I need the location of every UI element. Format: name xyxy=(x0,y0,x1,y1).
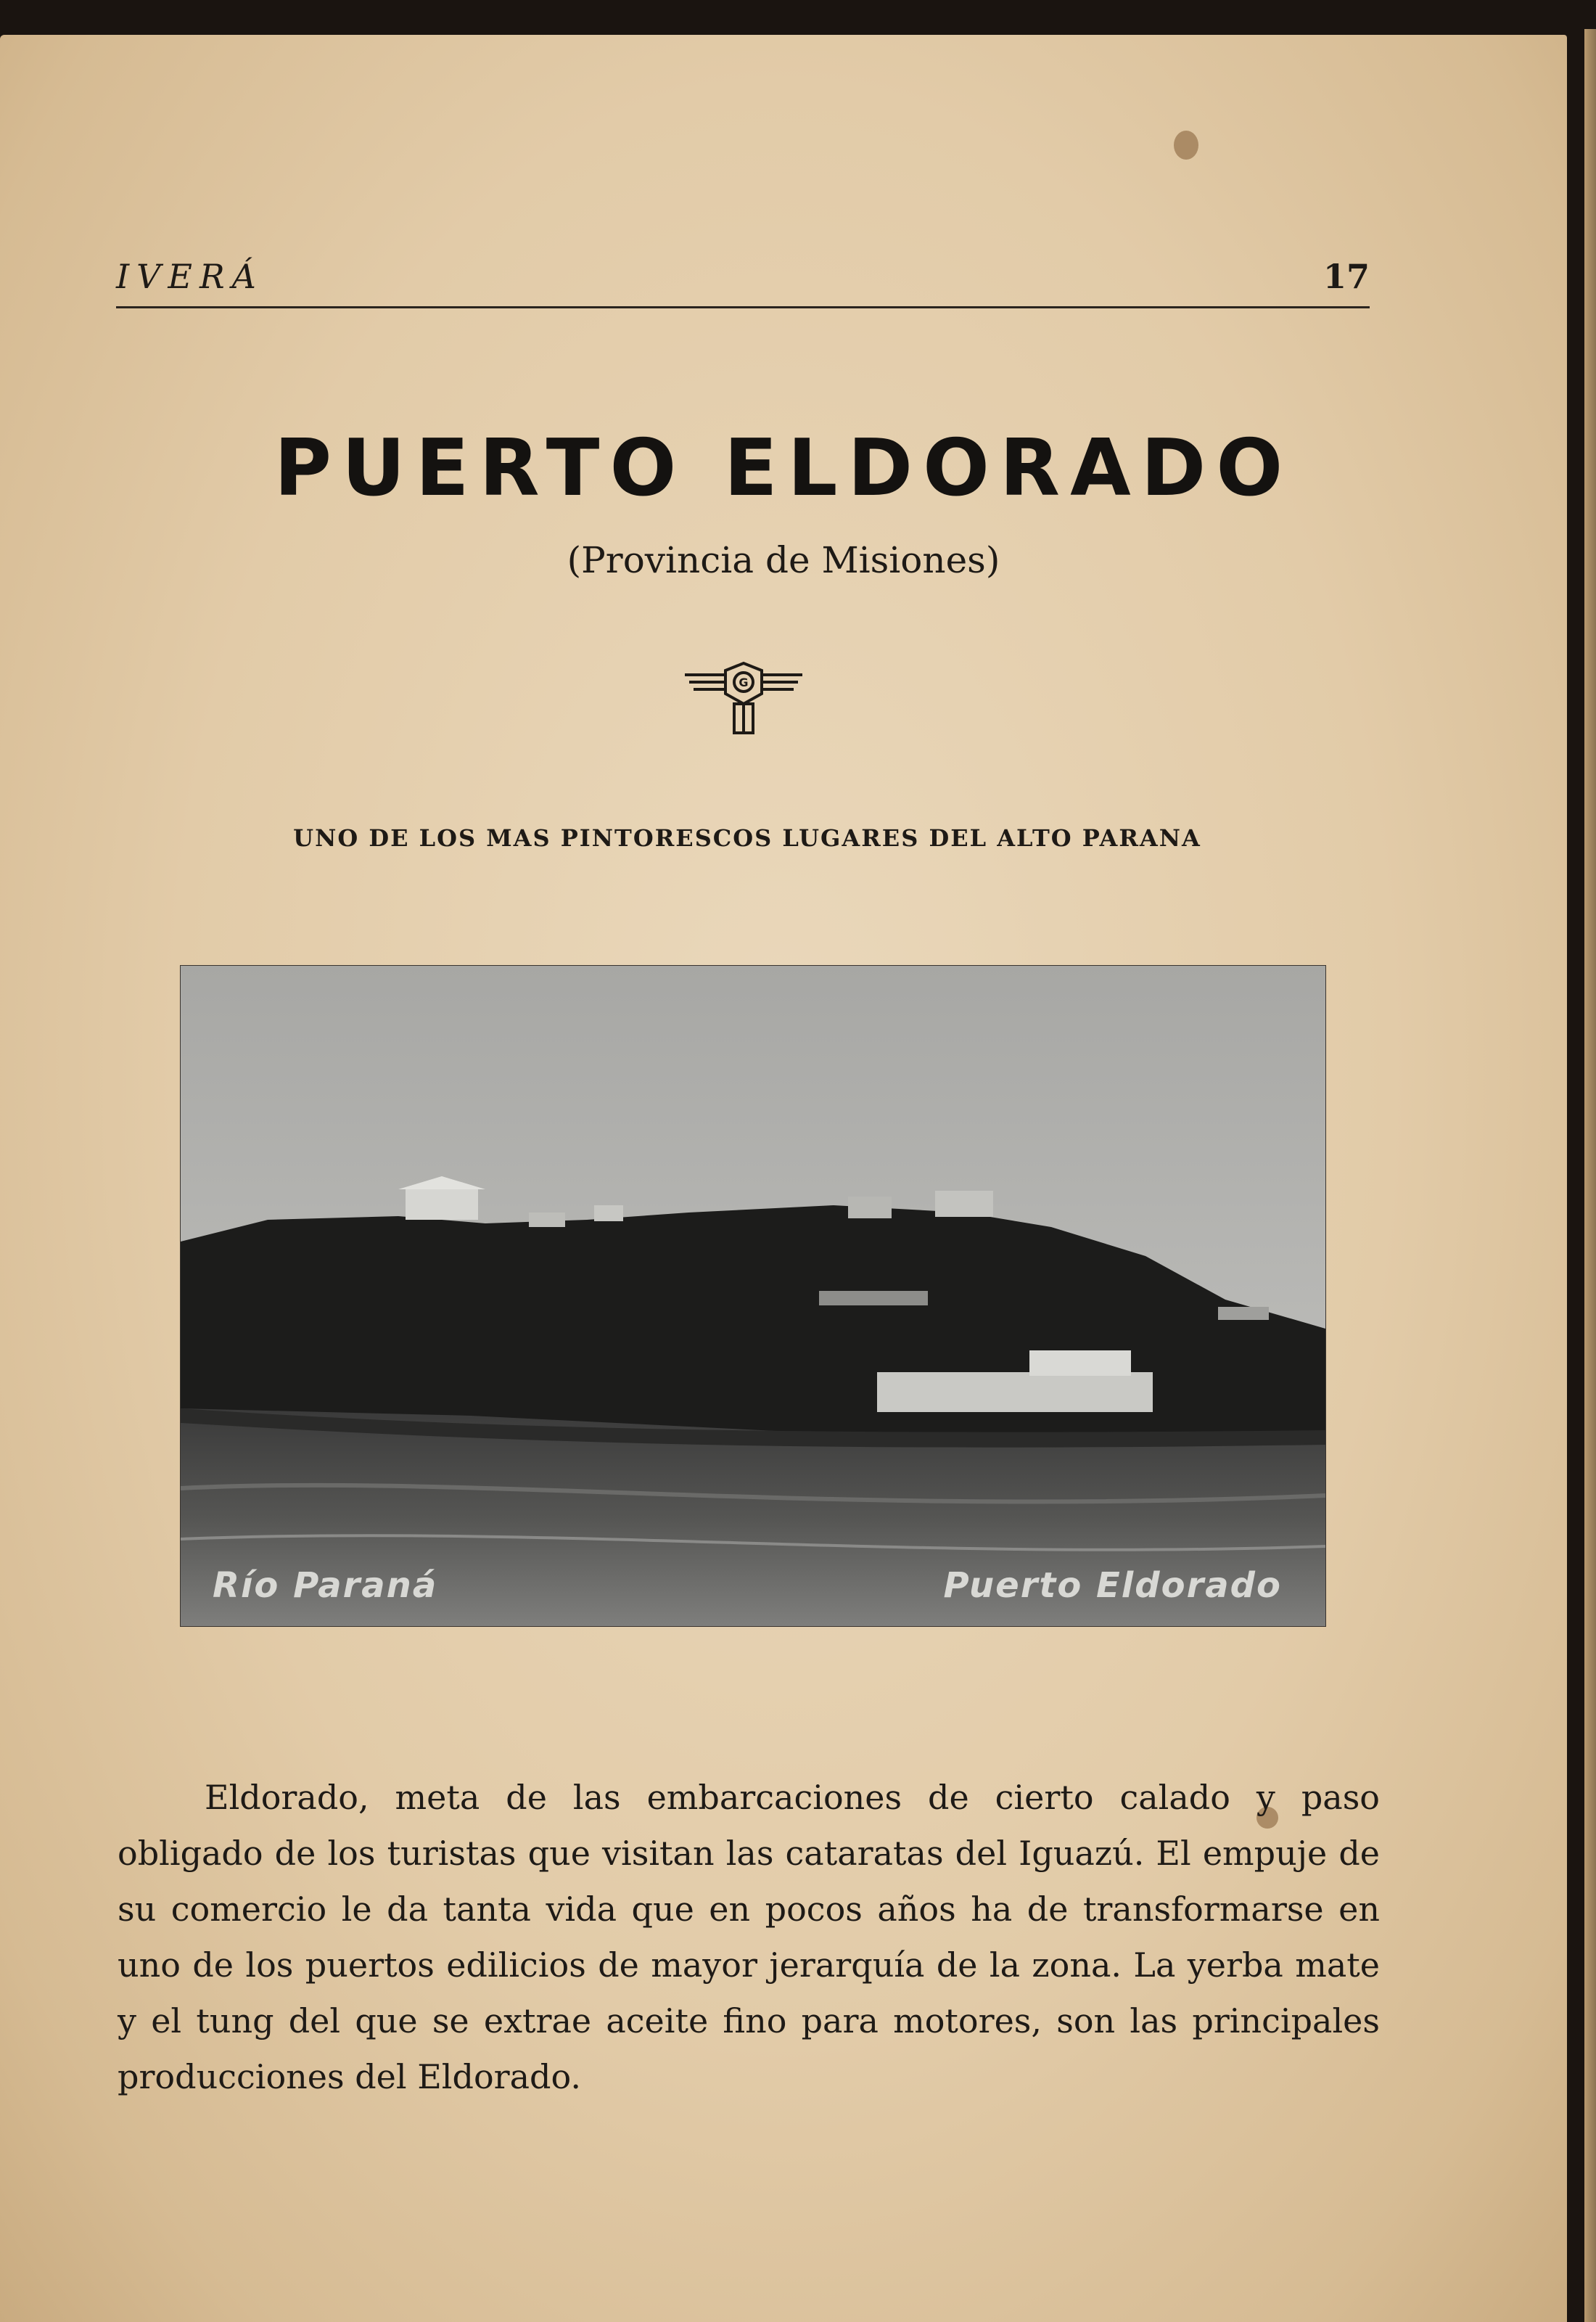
ink-spot xyxy=(1174,131,1198,160)
page-edge xyxy=(1584,29,1596,2322)
photo-caption-right: Puerto Eldorado xyxy=(943,1565,1282,1606)
page-number: 17 xyxy=(1323,257,1370,296)
article-body: Eldorado, meta de las embarcaciones de cierto calado y paso obligado de los turistas que visitan las cataratas del Iguazú. El empuje de su comercio le da tanta vida que en pocos años ha de transformarse en uno de los puertos edilicios de mayor jerarquía de la zona. La yerba mate y el tung del que se extrae aceite fino para motores, son las principales producciones del Eldorado. xyxy=(118,1778,1380,2096)
article-subtitle: (Provincia de Misiones) xyxy=(567,539,1000,581)
article-tagline: UNO DE LOS MAS PINTORESCOS LUGARES DEL ALTO PARANA xyxy=(293,824,1201,852)
harbor-photograph xyxy=(180,965,1326,1627)
svg-text:G: G xyxy=(739,676,749,689)
photo-caption-left: Río Paraná xyxy=(213,1565,438,1606)
page-header xyxy=(116,253,1370,311)
article-title: PUERTO ELDORADO xyxy=(273,423,1293,514)
header-rule xyxy=(116,306,1370,308)
winged-emblem-icon xyxy=(682,659,805,739)
running-head: IVERÁ xyxy=(116,257,263,296)
magazine-page xyxy=(0,35,1567,2322)
